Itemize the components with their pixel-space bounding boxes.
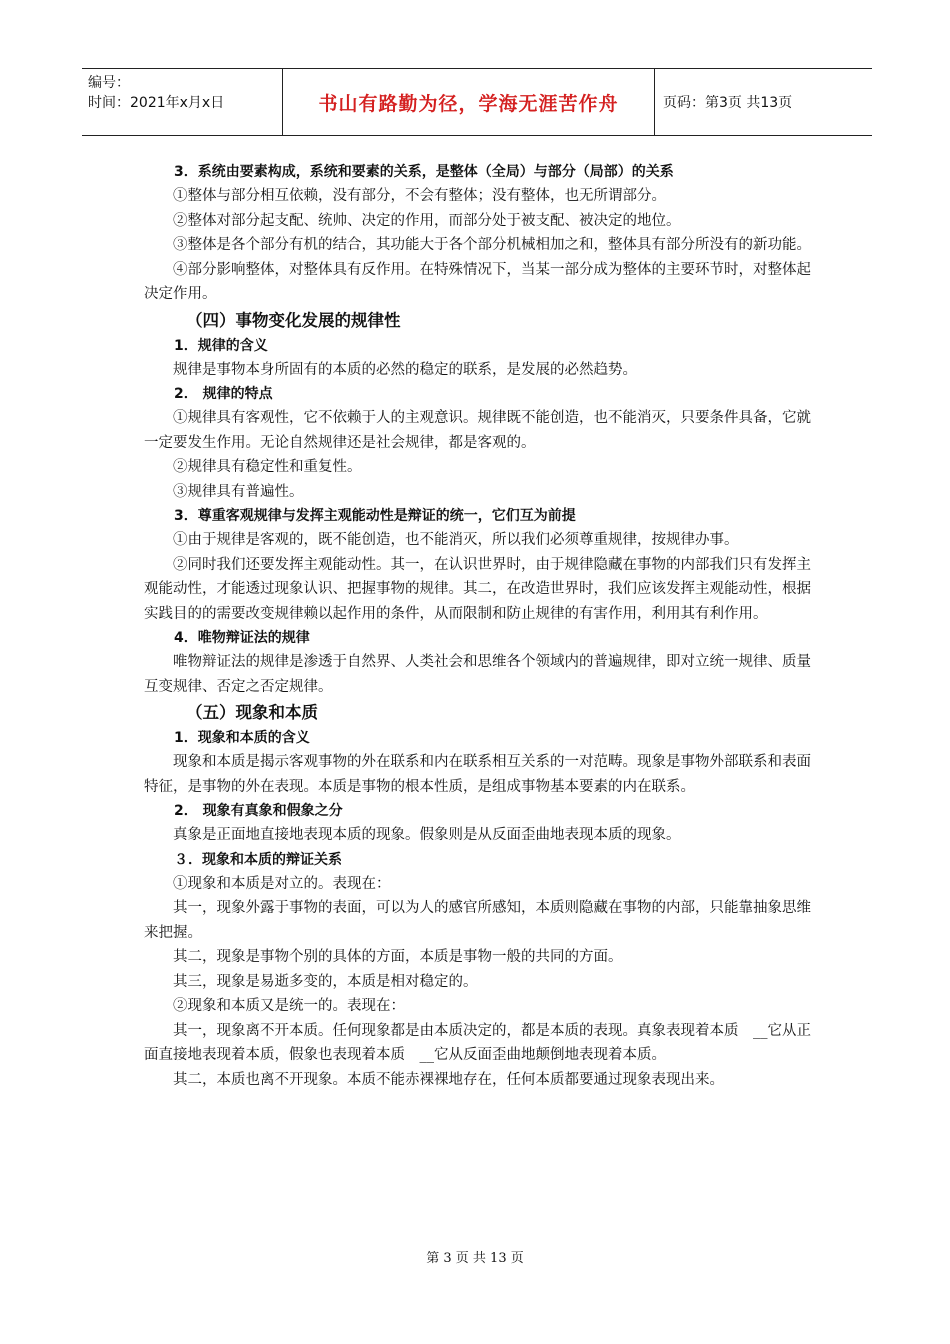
paragraph: 其一，现象外露于事物的表面，可以为人的感官所感知，本质则隐藏在事物的内部，只能靠抽象思维来把握。 [144,900,811,941]
paragraph: ①现象和本质是对立的。表现在： [173,875,391,892]
paragraph: ②整体对部分起支配、统帅、决定的作用，而部分处于被支配、被决定的地位。 [173,212,681,229]
section-heading-5: （五）现象和本质 [186,703,318,722]
paragraph: ④部分影响整体，对整体具有反作用。在特殊情况下，当某一部分成为整体的主要环节时，对整体起决定作用。 [144,261,811,302]
paragraph: ①整体与部分相互依赖，没有部分，不会有整体；没有整体，也无所谓部分。 [173,188,666,204]
page-footer: 第 3 页 共 13 页 [426,1251,524,1266]
paragraph: 其二，本质也离不开现象。本质不能赤裸裸地存在，任何本质都要通过现象表现出来。 [173,1071,724,1088]
paragraph: 其三，现象是易逝多变的，本质是相对稳定的。 [173,973,478,990]
paragraph: ③整体是各个部分有机的结合，其功能大于各个部分机械相加之和，整体具有部分所没有的新功能。 [173,237,811,253]
header-motto: 书山有路勤为径，学海无涯苦作舟 [282,69,655,135]
document-number-label: 编号： [88,75,130,91]
subheading: 4．唯物辩证法的规律 [174,630,310,646]
document-date-label: 时间：2021年x月x日 [88,95,225,111]
subheading: ３．现象和本质的辩证关系 [174,851,342,868]
paragraph: ②同时我们还要发挥主观能动性。其一，在认识世界时，由于规律隐藏在事物的内部我们只有发挥主观能动性，才能透过现象认识、把握事物的规律。其二，在改造世界时，我们应该发挥主观能动性，根据实践目的的需要改变规律赖以起作用的条件，从而限制和防止规律的有害作用，利用其有利作用。 [144,556,811,622]
subheading: 2． 规律的特点 [174,386,273,402]
paragraph: ①由于规律是客观的，既不能创造，也不能消灭，所以我们必须尊重规律，按规律办事。 [173,532,739,548]
page-header [82,68,872,136]
header-meta [82,69,282,135]
document-body [144,160,812,1092]
paragraph: 真象是正面地直接地表现本质的现象。假象则是从反面歪曲地表现本质的现象。 [173,827,681,843]
subheading: 2． 现象有真象和假象之分 [174,803,343,819]
header-page-info: 页码：第3页 共13页 [663,95,793,111]
paragraph: ③规律具有普遍性。 [173,483,304,500]
heading-system-elements: 3．系统由要素构成，系统和要素的关系，是整体（全局）与部分（局部）的关系 [174,164,674,180]
paragraph: ②现象和本质又是统一的。表现在： [173,998,405,1014]
paragraph: 现象和本质是揭示客观事物的外在联系和内在联系相互关系的一对范畴。现象是事物外部联系和表面特征，是事物的外在表现。本质是事物的根本性质，是组成事物基本要素的内在联系。 [144,754,811,795]
paragraph: 规律是事物本身所固有的本质的必然的稳定的联系，是发展的必然趋势。 [173,361,637,378]
paragraph: 其一，现象离不开本质。任何现象都是由本质决定的，都是本质的表现。真象表现着本质 __它从正面直接地表现着本质，假象也表现着本质 __它从反面歪曲地颠倒地表现着本质。 [144,1022,811,1063]
paragraph: ①规律具有客观性，它不依赖于人的主观意识。规律既不能创造，也不能消灭，只要条件具备，它就一定要发生作用。无论自然规律还是社会规律，都是客观的。 [144,410,811,451]
paragraph: 唯物辩证法的规律是渗透于自然界、人类社会和思维各个领域内的普遍规律，即对立统一规律、质量互变规律、否定之否定规律。 [144,654,811,695]
paragraph: ②规律具有稳定性和重复性。 [173,459,362,475]
subheading: 1．现象和本质的含义 [174,730,310,746]
subheading: 3．尊重客观规律与发挥主观能动性是辩证的统一，它们互为前提 [174,508,576,524]
subheading: 1．规律的含义 [174,337,268,354]
paragraph: 其二，现象是事物个别的具体的方面，本质是事物一般的共同的方面。 [173,949,623,965]
section-heading-4: （四）事物变化发展的规律性 [186,310,401,330]
